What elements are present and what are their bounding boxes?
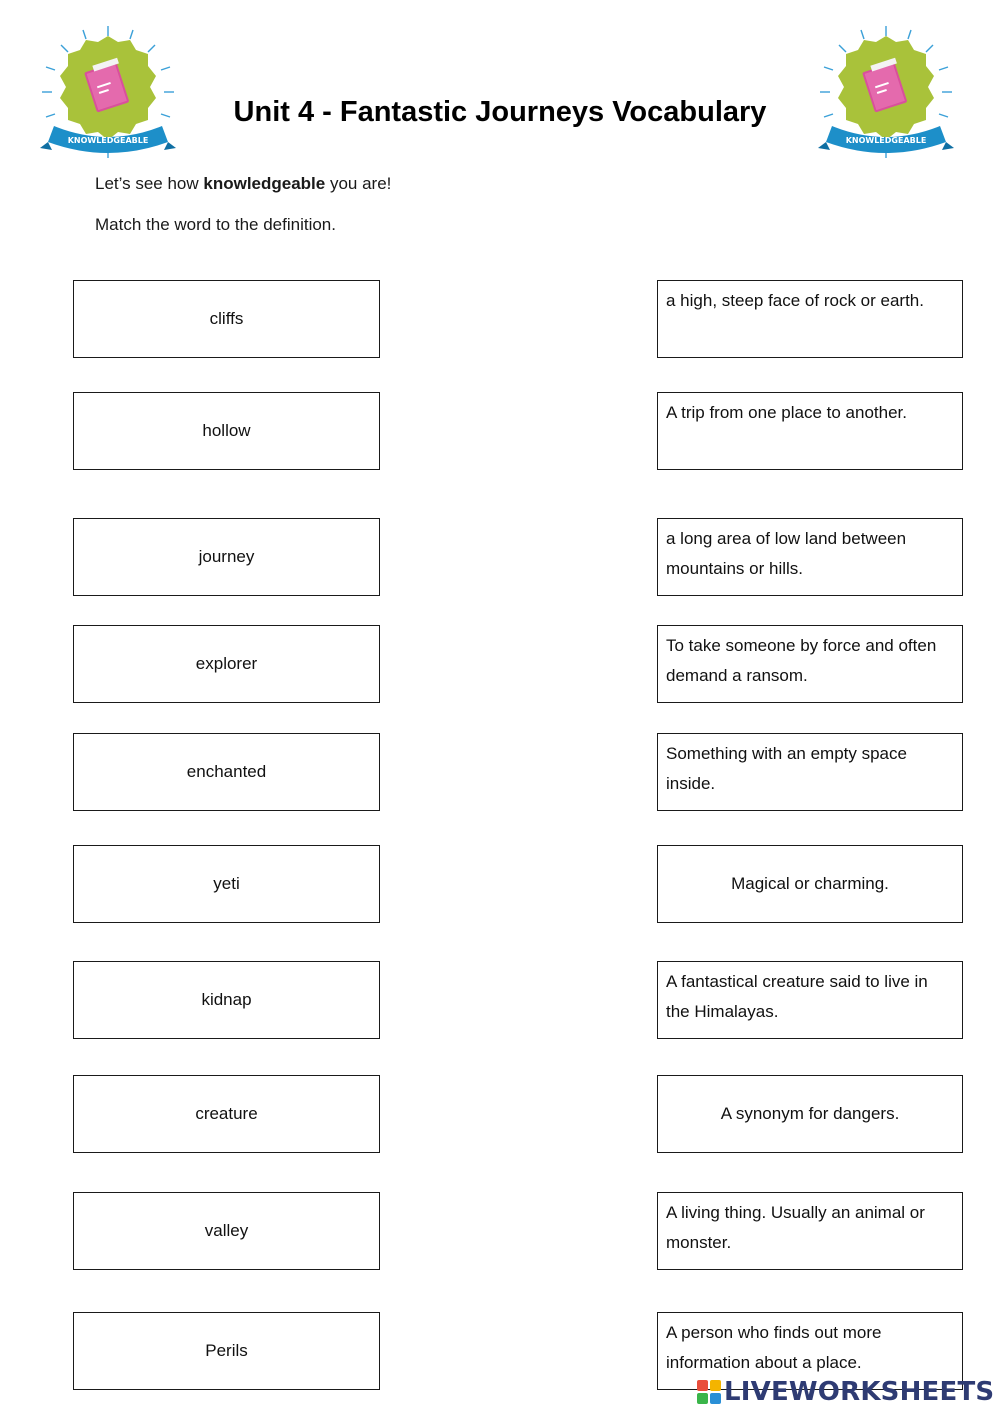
word-box[interactable]: [73, 1192, 380, 1270]
word-label: explorer: [195, 654, 258, 673]
instruction-suffix: you are!: [325, 174, 392, 193]
definition-text: A living thing. Usually an animal or monster.: [666, 1203, 925, 1252]
definition-box[interactable]: [657, 1075, 963, 1153]
word-box[interactable]: [73, 280, 380, 358]
word-label: journey: [198, 547, 255, 566]
word-box[interactable]: [73, 625, 380, 703]
definition-text: A person who finds out more information about a place.: [666, 1323, 882, 1372]
word-label: creature: [195, 1104, 258, 1123]
brand-name: LIVEWORKSHEETS: [724, 1377, 995, 1407]
word-box[interactable]: [73, 733, 380, 811]
definition-box[interactable]: [657, 733, 963, 811]
word-label: valley: [204, 1221, 249, 1240]
svg-text:KNOWLEDGEABLE: KNOWLEDGEABLE: [67, 136, 149, 145]
knowledgeable-badge-right: [816, 22, 956, 162]
definition-text: a high, steep face of rock or earth.: [666, 291, 924, 310]
definition-box[interactable]: [657, 1192, 963, 1270]
instruction-line-1: [95, 174, 391, 194]
page-title: Unit 4 - Fantastic Journeys Vocabulary: [233, 96, 767, 128]
instruction-bold-word: knowledgeable: [203, 174, 326, 193]
definition-box[interactable]: [657, 280, 963, 358]
definition-text: Magical or charming.: [731, 874, 889, 894]
word-label: enchanted: [186, 762, 267, 781]
definition-text: A fantastical creature said to live in the Himalayas.: [666, 972, 928, 1021]
definition-text: A synonym for dangers.: [720, 1104, 900, 1124]
definition-box[interactable]: [657, 518, 963, 596]
instruction-line-2: Match the word to the definition.: [95, 215, 336, 234]
definition-text: a long area of low land between mountains or hills.: [666, 529, 907, 578]
word-label: kidnap: [201, 990, 252, 1009]
definition-box[interactable]: [657, 961, 963, 1039]
definition-box[interactable]: [657, 625, 963, 703]
word-label: yeti: [213, 874, 240, 893]
word-box[interactable]: [73, 518, 380, 596]
definition-text: Something with an empty space inside.: [666, 744, 907, 793]
knowledgeable-badge-left: [38, 22, 178, 162]
word-box[interactable]: [73, 845, 380, 923]
word-box[interactable]: [73, 1075, 380, 1153]
word-label: Perils: [205, 1341, 248, 1360]
definition-box[interactable]: [657, 845, 963, 923]
word-box[interactable]: [73, 392, 380, 470]
definition-box[interactable]: [657, 392, 963, 470]
liveworksheets-logo: [697, 1376, 994, 1408]
word-box[interactable]: [73, 1312, 380, 1390]
liveworksheets-icon: [697, 1380, 721, 1404]
svg-text:KNOWLEDGEABLE: KNOWLEDGEABLE: [845, 136, 927, 145]
definition-text: A trip from one place to another.: [666, 403, 907, 422]
definition-text: To take someone by force and often demand a ransom.: [666, 636, 937, 685]
word-label: hollow: [202, 421, 251, 440]
word-label: cliffs: [209, 309, 244, 328]
word-box[interactable]: [73, 961, 380, 1039]
instruction-prefix: Let’s see how: [95, 174, 204, 193]
